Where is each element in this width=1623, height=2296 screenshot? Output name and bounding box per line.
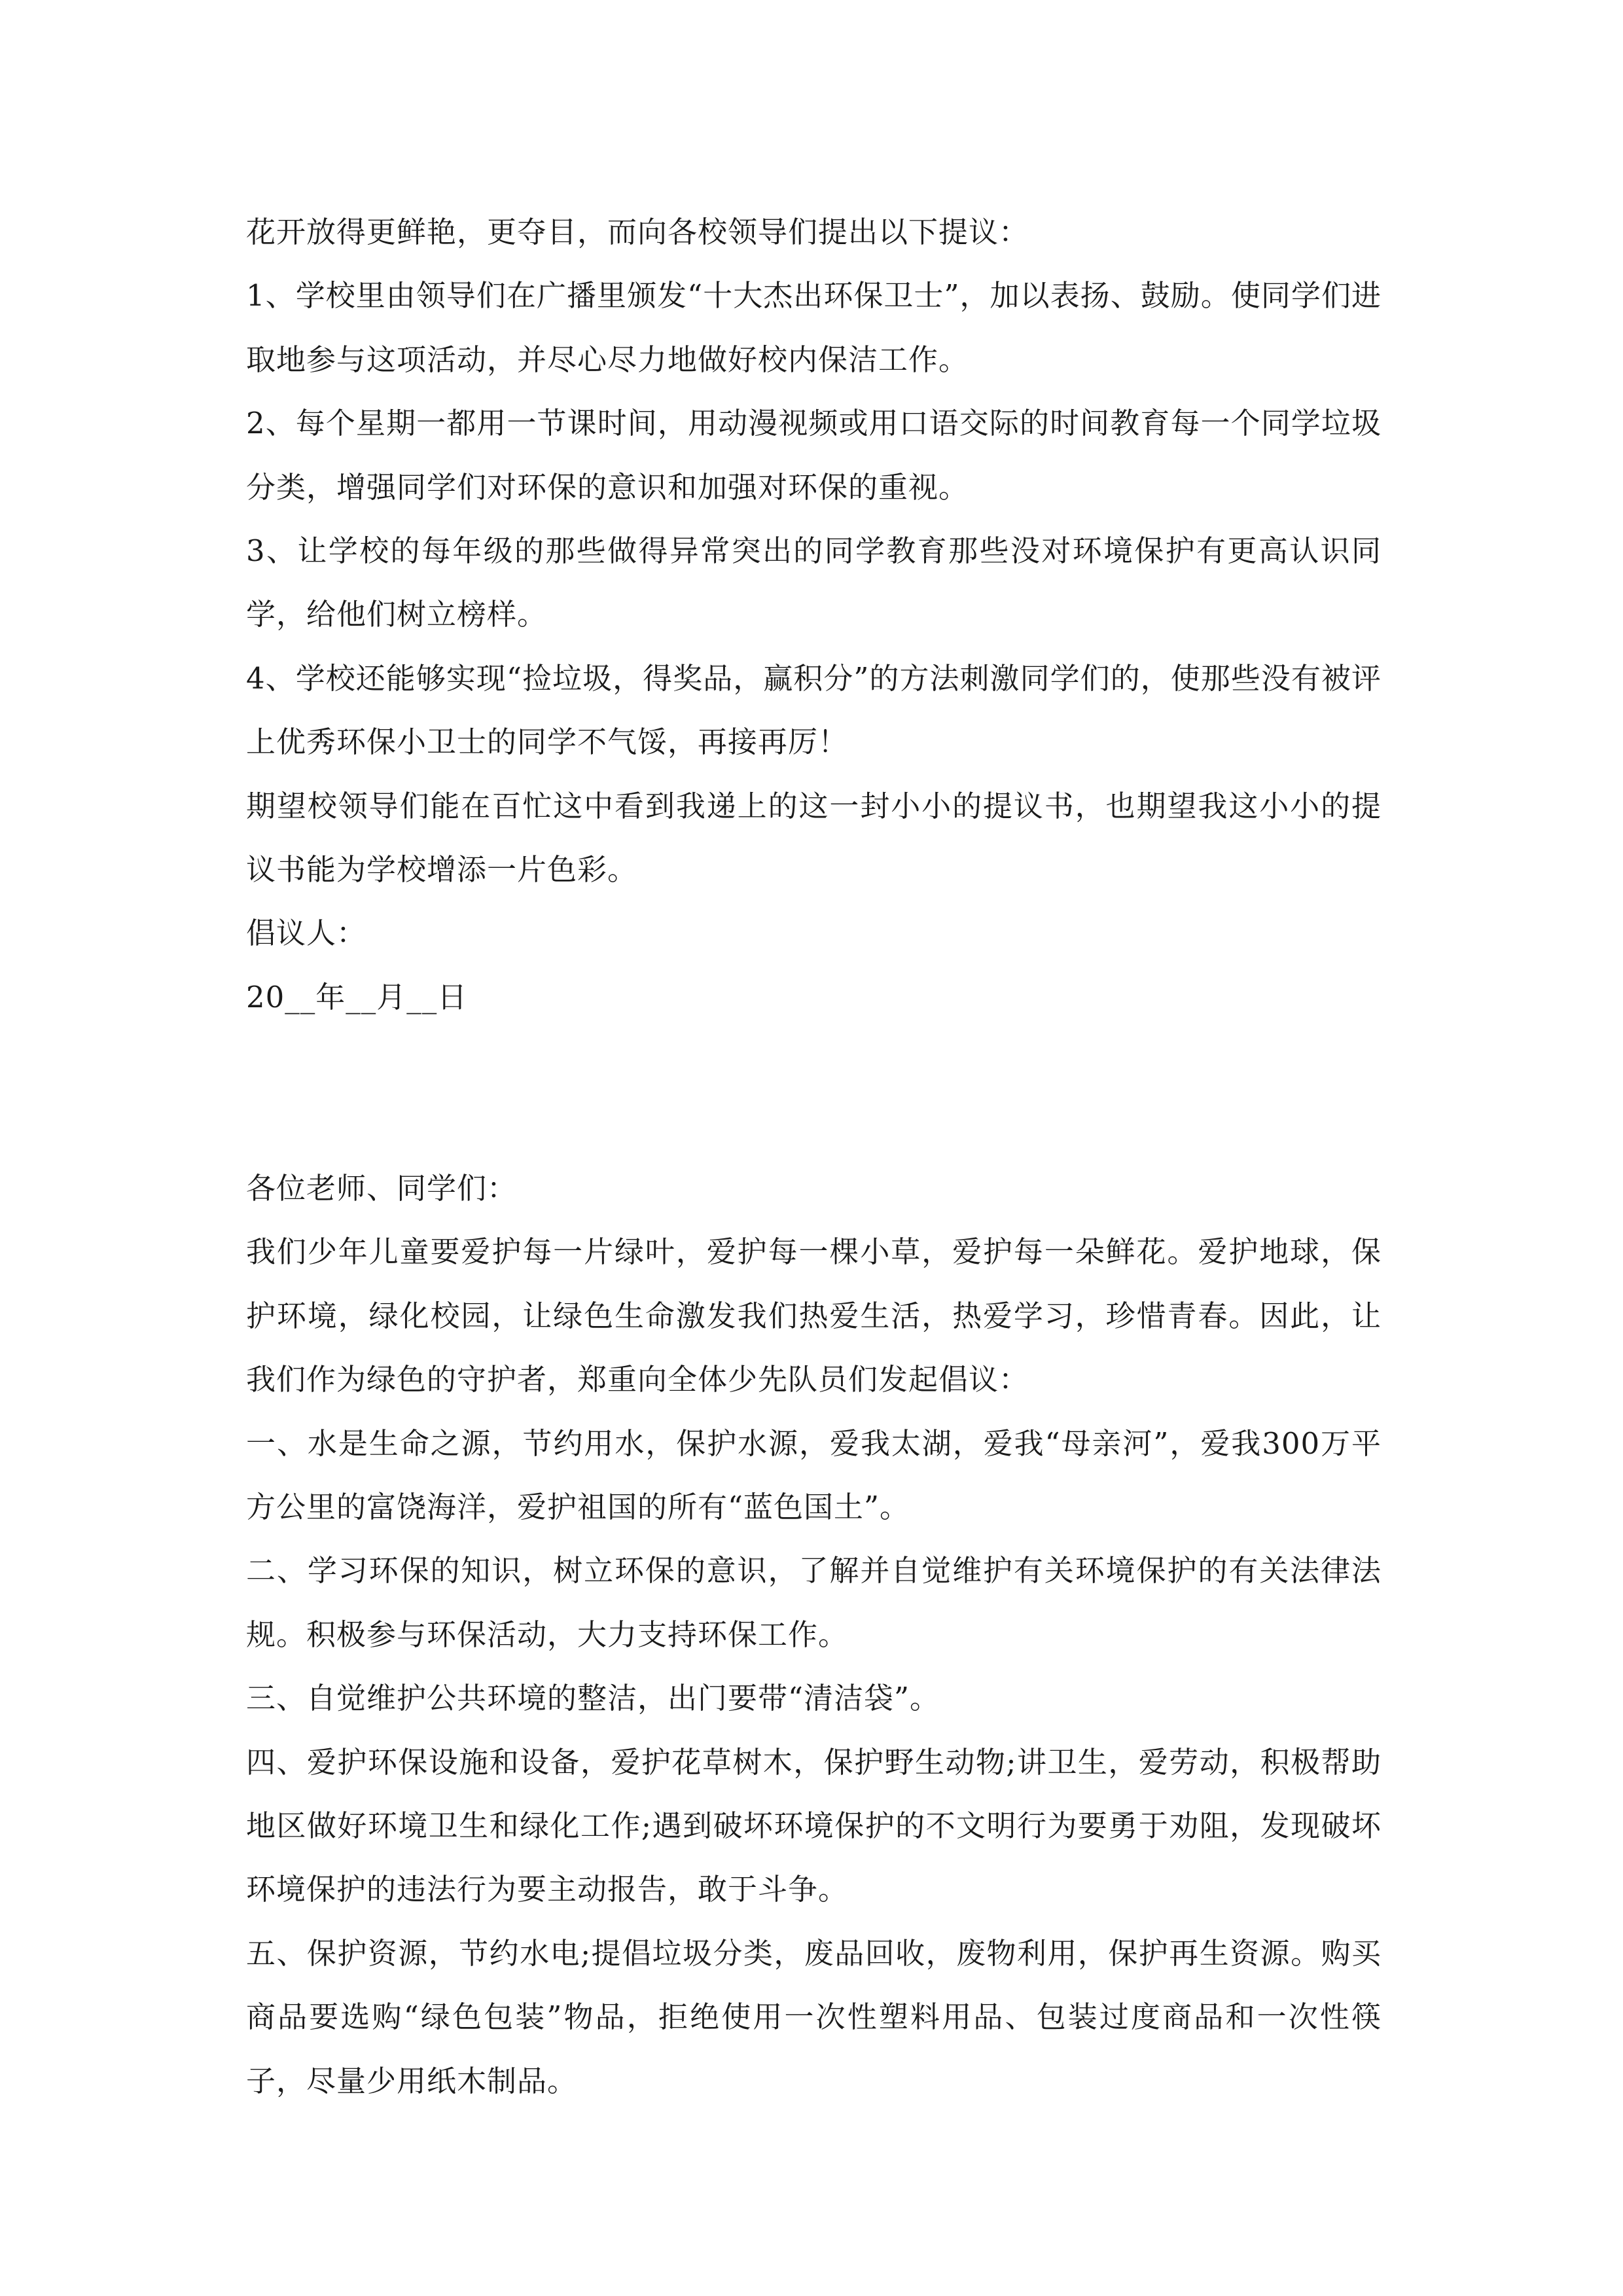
- date-line: 20__年__月__日: [246, 979, 468, 1014]
- initiative-item-4: 四、爱护环保设施和设备，爱护花草树木，保护野生动物;讲卫生，爱劳动，积极帮助地区做好环境卫生和绿化工作;遇到破坏环境保护的不文明行为要勇于劝阻，发现破坏环境保护的违法行为要主动报告，敢于斗争。: [246, 1744, 1382, 1907]
- initiative-section: [246, 1157, 1382, 2113]
- proposal-item-1: 1、学校里由领导们在广播里颁发“十大杰出环保卫士”，加以表扬、鼓励。使同学们进取地参与这项活动，并尽心尽力地做好校内保洁工作。: [246, 278, 1382, 377]
- initiative-intro: 我们少年儿童要爱护每一片绿叶，爱护每一棵小草，爱护每一朵鲜花。爱护地球，保护环境，绿化校园，让绿色生命激发我们热爱生活，热爱学习，珍惜青春。因此，让我们作为绿色的守护者，郑重向全体少先队员们发起倡议：: [246, 1234, 1382, 1397]
- initiative-item-3: 三、自觉维护公共环境的整洁，出门要带“清洁袋”。: [246, 1681, 940, 1716]
- proposal-item-4: 4、学校还能够实现“捡垃圾，得奖品，赢积分”的方法刺激同学们的，使那些没有被评上优秀环保小卫士的同学不气馁，再接再厉！: [246, 660, 1382, 760]
- salutation: 各位老师、同学们：: [246, 1171, 518, 1206]
- initiative-item-1: 一、水是生命之源，节约用水，保护水源，爱我太湖，爱我“母亲河”，爱我300万平方公里的富饶海洋，爱护祖国的所有“蓝色国土”。: [246, 1426, 1382, 1525]
- initiative-item-5: 五、保护资源，节约水电;提倡垃圾分类，废品回收，废物利用，保护再生资源。购买商品要选购“绿色包装”物品，拒绝使用一次性塑料用品、包装过度商品和一次性筷子，尽量少用纸木制品。: [246, 1935, 1382, 2098]
- closing-paragraph: 期望校领导们能在百忙这中看到我递上的这一封小小的提议书，也期望我这小小的提议书能为学校增添一片色彩。: [246, 788, 1382, 888]
- initiative-item-2: 二、学习环保的知识，树立环保的意识，了解并自觉维护有关环境保护的有关法律法规。积极参与环保活动，大力支持环保工作。: [246, 1553, 1382, 1652]
- intro-paragraph: 花开放得更鲜艳，更夺目，而向各校领导们提出以下提议：: [246, 215, 1029, 249]
- proposal-item-2: 2、每个星期一都用一节课时间，用动漫视频或用口语交际的时间教育每一个同学垃圾分类，增强同学们对环保的意识和加强对环保的重视。: [246, 406, 1382, 505]
- proposal-item-3: 3、让学校的每年级的那些做得异常突出的同学教育那些没对环境保护有更高认识同学，给他们树立榜样。: [246, 533, 1382, 632]
- proposal-section: [246, 200, 1382, 1029]
- signature-label: 倡议人：: [246, 916, 367, 951]
